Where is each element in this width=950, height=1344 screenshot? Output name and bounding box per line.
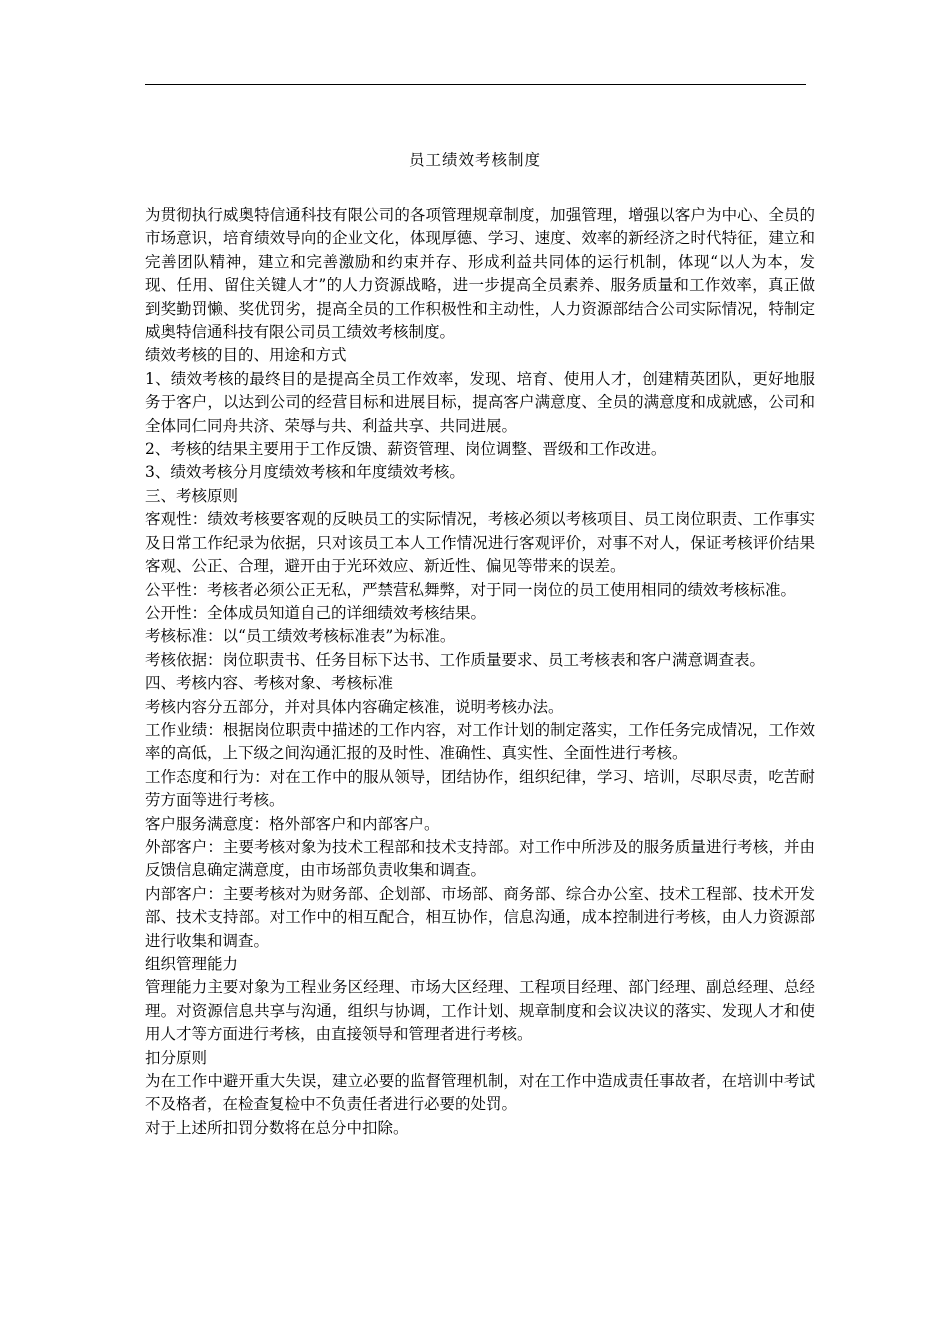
header-rule: [145, 84, 806, 85]
purpose-item-1: 1、绩效考核的最终目的是提高全员工作效率，发现、培育、使用人才，创建精英团队，更好地服务于客户，以达到公司的经营目标和进展目标，提高客户满意度、全员的满意度和成就感，公司和全体同仁同舟共济、荣辱与共、利益共享、共同进展。: [145, 369, 815, 435]
intro-paragraph: 为贯彻执行威奥特信通科技有限公司的各项管理规章制度，加强管理，增强以客户为中心、全员的市场意识，培育绩效导向的企业文化，体现厚德、学习、速度、效率的新经济之时代特征，建立和完善团队精神，建立和完善激励和约束并存、形成利益共同体的运行机制，体现“以人为本，发现、任用、留住关键人才”的人力资源战略，进一步提高全员素养、服务质量和工作效率，真正做到奖勤罚懒、奖优罚劣，提高全员的工作积极性和主动性，人力资源部结合公司实际情况，特制定威奥特信通科技有限公司员工绩效考核制度。: [145, 206, 815, 342]
section-heading-management: 组织管理能力: [145, 955, 239, 973]
document-title: 员工绩效考核制度: [408, 151, 541, 169]
principle-fairness: 公平性：考核者必须公正无私，严禁营私舞弊，对于同一岗位的员工使用相同的绩效考核标准。: [145, 580, 797, 599]
section-heading-purpose: 绩效考核的目的、用途和方式: [145, 346, 347, 365]
section-heading-content: 四、考核内容、考核对象、考核标准: [145, 674, 394, 693]
content-customer-satisfaction: 客户服务满意度：格外部客户和内部客户。: [145, 814, 440, 833]
deduction-rule: 为在工作中避开重大失误，建立必要的监督管理机制，对在工作中造成责任事故者，在培训中考试不及格者，在检查复检中不负责任者进行必要的处罚。: [145, 1072, 815, 1114]
purpose-item-2: 2、考核的结果主要用于工作反馈、薪资管理、岗位调整、晋级和工作改进。: [145, 440, 667, 459]
content-external-customers: 外部客户：主要考核对象为技术工程部和技术支持部。对工作中所涉及的服务质量进行考核，并由反馈信息确定满意度，由市场部负责收集和调查。: [145, 837, 815, 880]
purpose-item-3: 3、绩效考核分月度绩效考核和年度绩效考核。: [145, 463, 465, 482]
content-overview: 考核内容分五部分，并对具体内容确定核准，说明考核办法。: [145, 697, 564, 716]
principle-objectivity: 客观性：绩效考核要客观的反映员工的实际情况，考核必须以考核项目、员工岗位职责、工作事实及日常工作纪录为依据，只对该员工本人工作情况进行客观评价，对事不对人，保证考核评价结果客观、公正、合理，避开由于光环效应、新近性、偏见等带来的误差。: [145, 510, 815, 576]
principle-standard: 考核标准：以“员工绩效考核标准表”为标准。: [145, 627, 456, 646]
section-heading-principles: 三、考核原则: [145, 486, 239, 505]
deduction-note: 对于上述所扣罚分数将在总分中扣除。: [145, 1118, 409, 1137]
content-internal-customers: 内部客户：主要考核对为财务部、企划部、市场部、商务部、综合办公室、技术工程部、技术开发部、技术支持部。对工作中的相互配合，相互协作，信息沟通，成本控制进行考核，由人力资源部进行收集和调查。: [145, 884, 815, 950]
document-body: [145, 204, 815, 1140]
content-management: 管理能力主要对象为工程业务区经理、市场大区经理、工程项目经理、部门经理、副总经理、总经理。对资源信息共享与沟通，组织与协调，工作计划、规章制度和会议决议的落实、发现人才和使用人才等方面进行考核，由直接领导和管理者进行考核。: [145, 978, 815, 1044]
principle-openness: 公开性：全体成员知道自己的详细绩效考核结果。: [145, 603, 487, 622]
section-heading-deduction: 扣分原则: [145, 1048, 208, 1067]
content-attitude: 工作态度和行为：对在工作中的服从领导，团结协作，组织纪律，学习、培训，尽职尽责，吃苦耐劳方面等进行考核。: [145, 767, 815, 810]
content-performance: 工作业绩：根据岗位职责中描述的工作内容，对工作计划的制定落实，工作任务完成情况，工作效率的高低，上下级之间沟通汇报的及时性、准确性、真实性、全面性进行考核。: [145, 720, 815, 763]
principle-basis: 考核依据：岗位职责书、任务目标下达书、工作质量要求、员工考核表和客户满意调查表。: [145, 650, 766, 669]
